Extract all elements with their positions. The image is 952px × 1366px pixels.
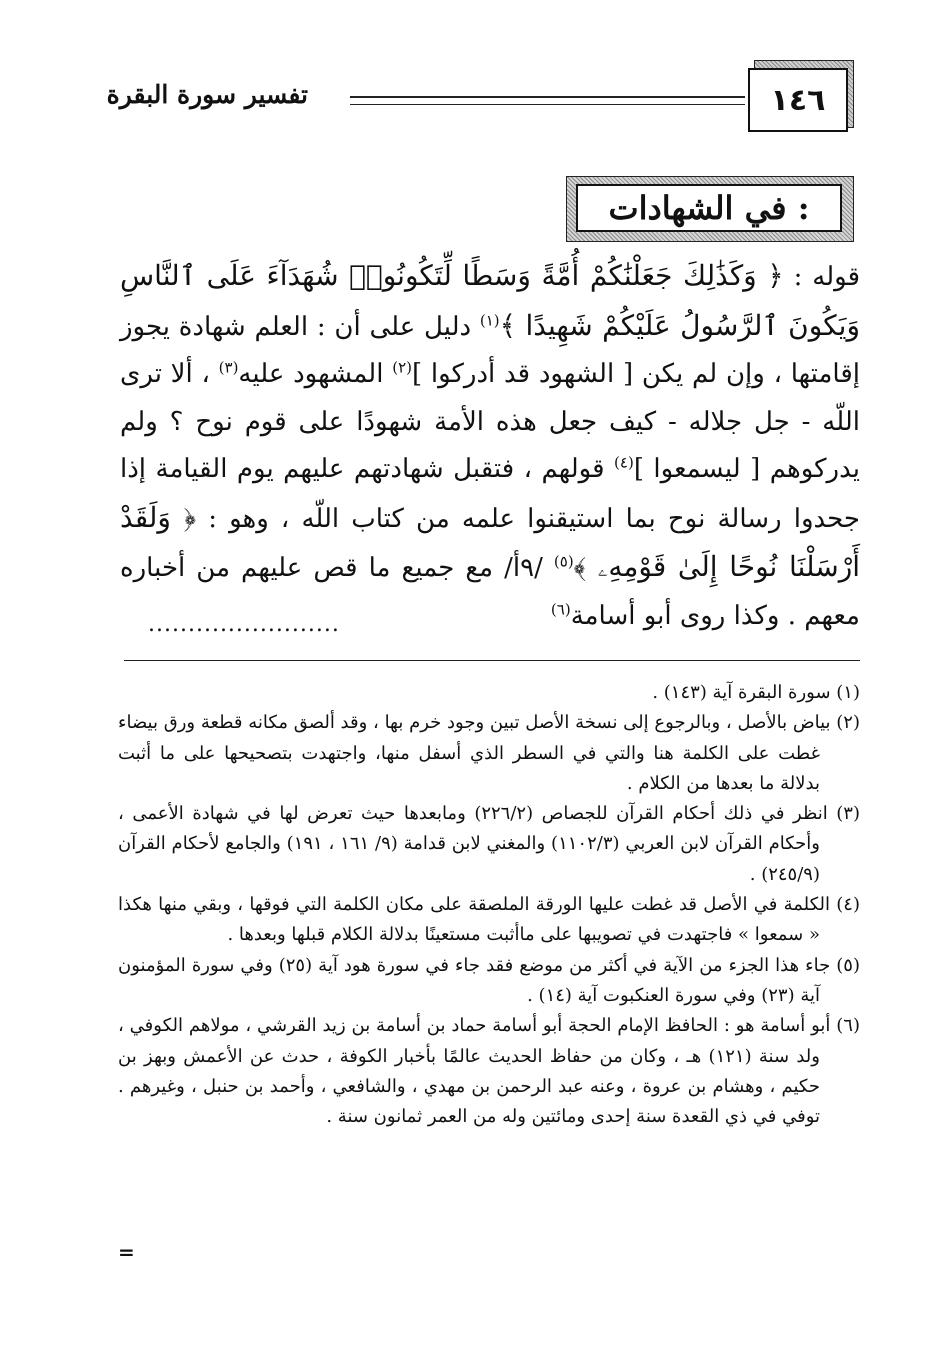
footnote-6: (٦) أبو أسامة هو : الحافظ الإمام الحجة أبو أسامة حماد بن أسامة بن زيد القرشي ، مولاهم الكوفي ، ولد سنة (١٢١) هـ ، وكان من حفاظ الحديث عالمًا بأخبار الكوفة ، حدث عن الأعمش وبهز بن حكيم ، وهشام بن عروة ، وعنه عبد الرحمن بن مهدي ، والشافعي ، وأحمد بن حنبل ، وغيرهم . توفي في ذي القعدة سنة إحدى ومائتين وله من العمر ثمانون سنة . <box>118 1015 860 1128</box>
footnote-ref: (٤) <box>614 453 634 472</box>
main-text-segment: قوله : <box>783 262 861 292</box>
footnote-ref: (١) <box>479 310 500 329</box>
running-title: تفسير سورة البقرة <box>106 80 308 109</box>
footnote-separator <box>124 660 860 661</box>
footnote-ref: (٣) <box>218 358 239 377</box>
page-number-box <box>748 60 852 132</box>
footnote-2: (٢) بياض بالأصل ، وبالرجوع إلى نسخة الأصل تبين وجود خرم بها ، وقد ألصق مكانه قطعة ورق بيضاء غطت على الكلمة هنا والتي في السطر الذي أسفل منها، واجتهدت بتصحيحها على ما أثبت بدلالة ما بعدها من الكلام . <box>118 712 860 794</box>
main-text-segment: ، ألا ترى اللّه - جل جلاله - كيف جعل هذه الأمة شهودًا على قوم نوح ؟ ولم يدركوهم [ ليسمعوا ] <box>120 359 860 484</box>
footnote-ref: (٥) <box>553 552 574 571</box>
dotted-leader: ........................ <box>148 612 340 637</box>
main-text-segment: قولهم ، فتقبل شهادتهم عليهم يوم القيامة إذا جحدوا رسالة نوح بما استيقنوا علمه من كتاب اللّه ، وهو : <box>120 454 861 534</box>
footnote-ref: (٦) <box>550 599 571 618</box>
footnote-4: (٤) الكلمة في الأصل قد غطت عليها الورقة الملصقة على مكان الكلمة التي فوقها ، وبقي منها هكذا « سمعوا » فاجتهدت في تصويبها على ماأثبت مستعينًا بدلالة الكلام قبلها وبعدها . <box>118 894 860 946</box>
footnotes <box>118 678 860 1132</box>
section-heading-box <box>566 176 854 242</box>
header-rule <box>350 96 745 105</box>
footnote-ref: (٢) <box>392 358 412 377</box>
footnote-5: (٥) جاء هذا الجزء من الآية في أكثر من موضع فقد جاء في سورة هود آية (٢٥) وفي سورة المؤمنون آية (٢٣) وفي سورة العنكبوت آية (١٤) . <box>118 954 860 1006</box>
main-text-segment: /٩أ/ مع جميع ما قص عليهم من أخباره معهم . وكذا روى أبو أسامة <box>120 553 860 631</box>
main-text-segment: دليل على أن : العلم شهادة يجوز إقامتها ، وإن لم يكن [ الشهود قد أدركوا ] <box>120 311 860 389</box>
footnote-3: (٣) انظر في ذلك أحكام القرآن للجصاص (٢٢٦/٢) ومابعدها حيث تعرض لها في شهادة الأعمى ، وأحكام القرآن لابن العربي (١١٠٢/٣) والمغني لابن قدامة (٩/ ١٦١ ، ١٩١) والجامع لأحكام القرآن (٢٤٥/٩) . <box>118 803 860 885</box>
page-number: ١٤٦ <box>748 68 848 132</box>
main-paragraph <box>120 252 860 640</box>
section-heading: في الشهادات : <box>576 184 842 232</box>
quran-verse: ﴿ وَكَذَٰلِكَ جَعَلْنَٰكُمْ أُمَّةً وَسَطًا لِّتَكُونُوا۟ شُهَدَآءَ عَلَى ٱلنَّاسِ وَيَكُونَ ٱلرَّسُولُ عَلَيْكُمْ شَهِيدًا ﴾ <box>120 259 860 342</box>
continuation-mark: = <box>118 1240 135 1264</box>
main-text-segment: المشهود عليه <box>238 359 393 389</box>
footnote-1: (١) سورة البقرة آية (١٤٣) . <box>652 682 860 703</box>
quran-verse: ﴿ وَلَقَدْ أَرْسَلْنَا نُوحًا إِلَىٰ قَوْمِهِۦ ﴾ <box>120 500 861 583</box>
